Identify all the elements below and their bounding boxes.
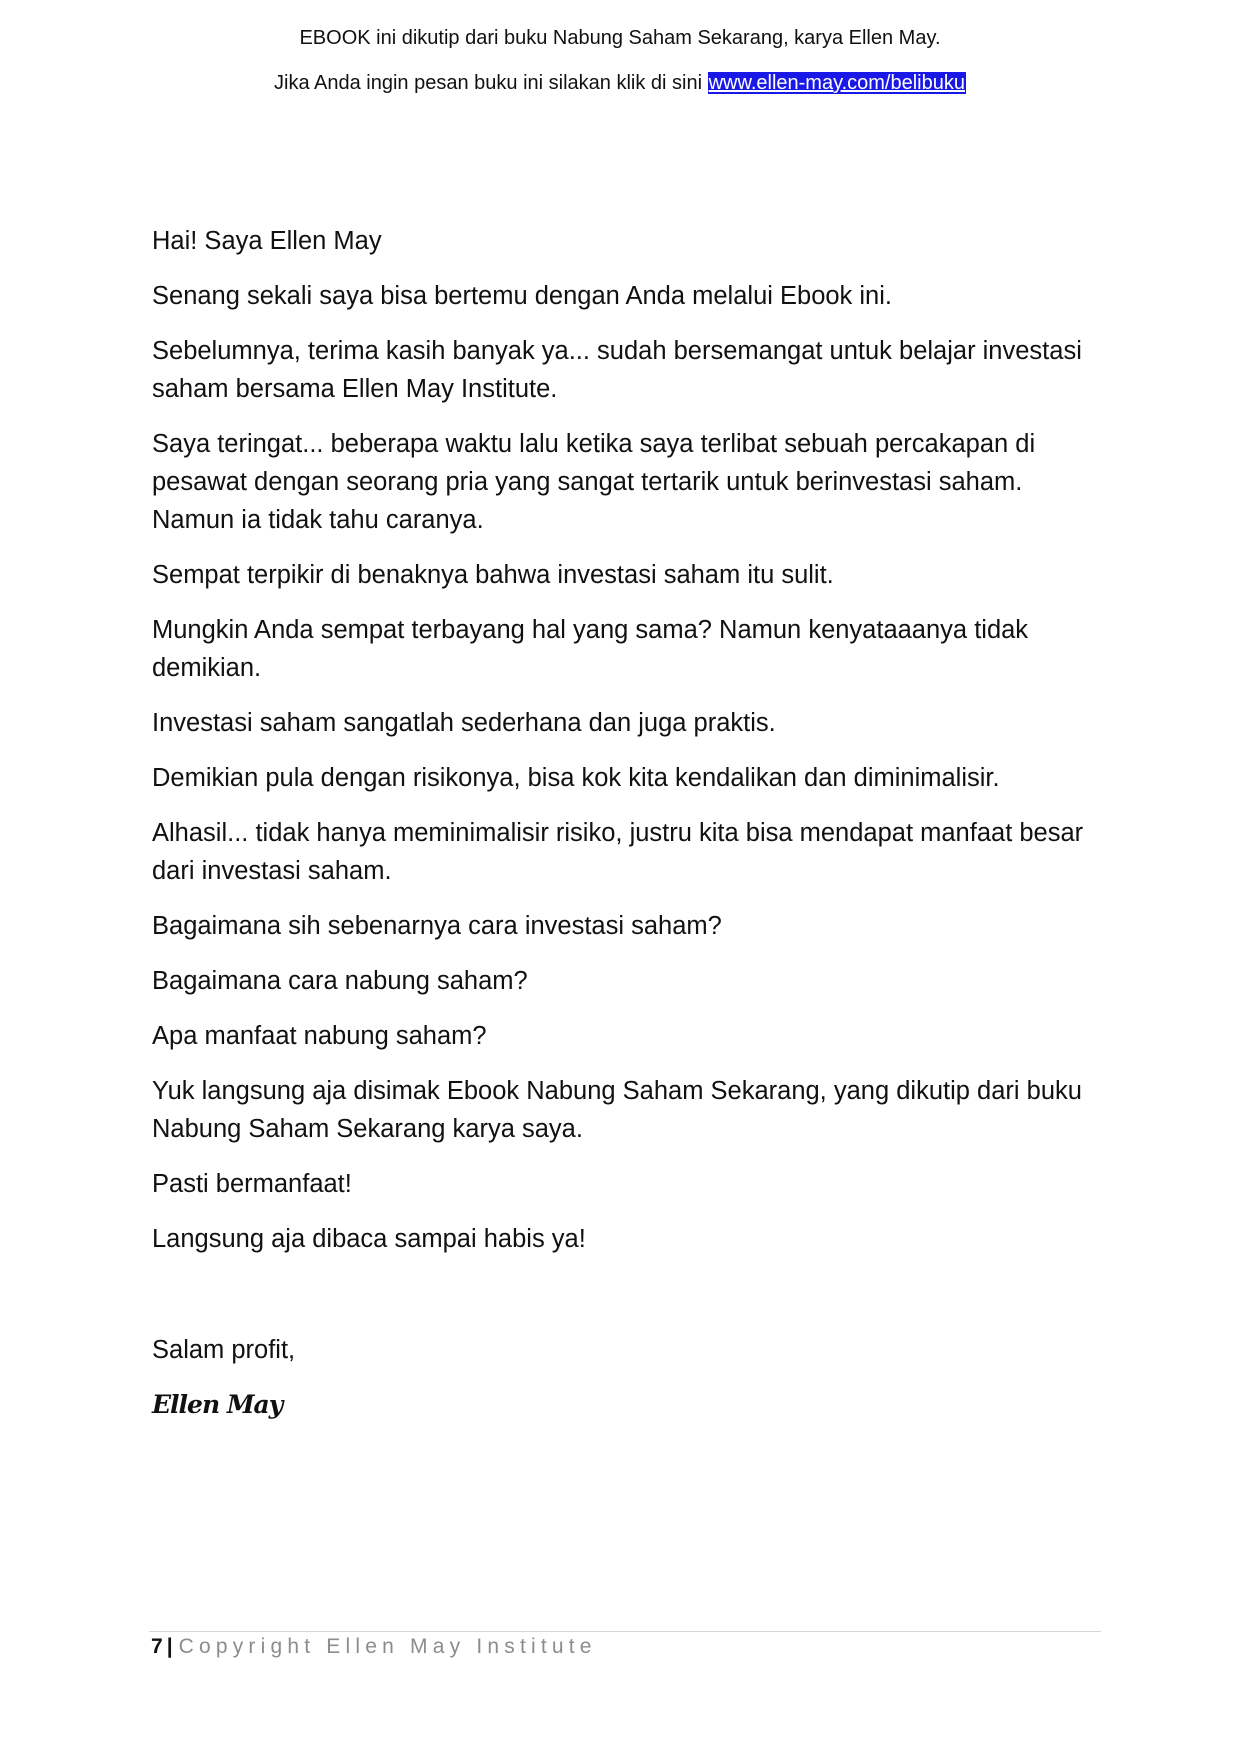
paragraph: Langsung aja dibaca sampai habis ya!: [152, 1225, 586, 1253]
header-order-text: Jika Anda ingin pesan buku ini silakan klik di sini: [274, 72, 703, 94]
paragraph: Yuk langsung aja disimak Ebook Nabung Saham Sekarang, yang dikutip dari buku Nabung Saham Sekarang karya saya.: [152, 1077, 1082, 1143]
paragraph: Sempat terpikir di benaknya bahwa investasi saham itu sulit.: [152, 561, 834, 589]
paragraph: Alhasil... tidak hanya meminimalisir risiko, justru kita bisa mendapat manfaat besar dari investasi saham.: [152, 819, 1084, 885]
page-footer: [151, 1632, 597, 1662]
paragraph: Apa manfaat nabung saham?: [152, 1022, 487, 1050]
paragraph: Mungkin Anda sempat terbayang hal yang sama? Namun kenyataaanya tidak demikian.: [152, 616, 1029, 682]
paragraph: Investasi saham sangatlah sederhana dan juga praktis.: [152, 709, 776, 737]
signature: Ellen May: [152, 1390, 283, 1419]
paragraph: Demikian pula dengan risikonya, bisa kok kita kendalikan dan diminimalisir.: [152, 764, 1000, 792]
paragraph: Saya teringat... beberapa waktu lalu ketika saya terlibat sebuah percakapan di pesawat dengan seorang pria yang sangat tertarik untuk berinvestasi saham. Namun ia tidak tahu caranya.: [152, 430, 1036, 534]
letter-body: [152, 222, 1092, 1441]
paragraph: Pasti bermanfaat!: [152, 1170, 352, 1198]
paragraph: Bagaimana sih sebenarnya cara investasi saham?: [152, 912, 722, 940]
copyright-text: Copyright Ellen May Institute: [178, 1635, 597, 1658]
page-header: [0, 26, 1240, 96]
closing-salutation: Salam profit,: [152, 1336, 296, 1364]
page-number: 7: [151, 1635, 163, 1658]
order-book-link[interactable]: www.ellen-may.com/belibuku: [708, 72, 965, 94]
header-order-line: [0, 71, 1240, 96]
paragraph: Senang sekali saya bisa bertemu dengan Anda melalui Ebook ini.: [152, 282, 892, 310]
footer-separator: |: [166, 1635, 173, 1658]
greeting: Hai! Saya Ellen May: [152, 227, 382, 255]
paragraph: Sebelumnya, terima kasih banyak ya... sudah bersemangat untuk belajar investasi saham bersama Ellen May Institute.: [152, 337, 1082, 403]
header-notice: EBOOK ini dikutip dari buku Nabung Saham Sekarang, karya Ellen May.: [299, 27, 941, 49]
paragraph: Bagaimana cara nabung saham?: [152, 967, 528, 995]
